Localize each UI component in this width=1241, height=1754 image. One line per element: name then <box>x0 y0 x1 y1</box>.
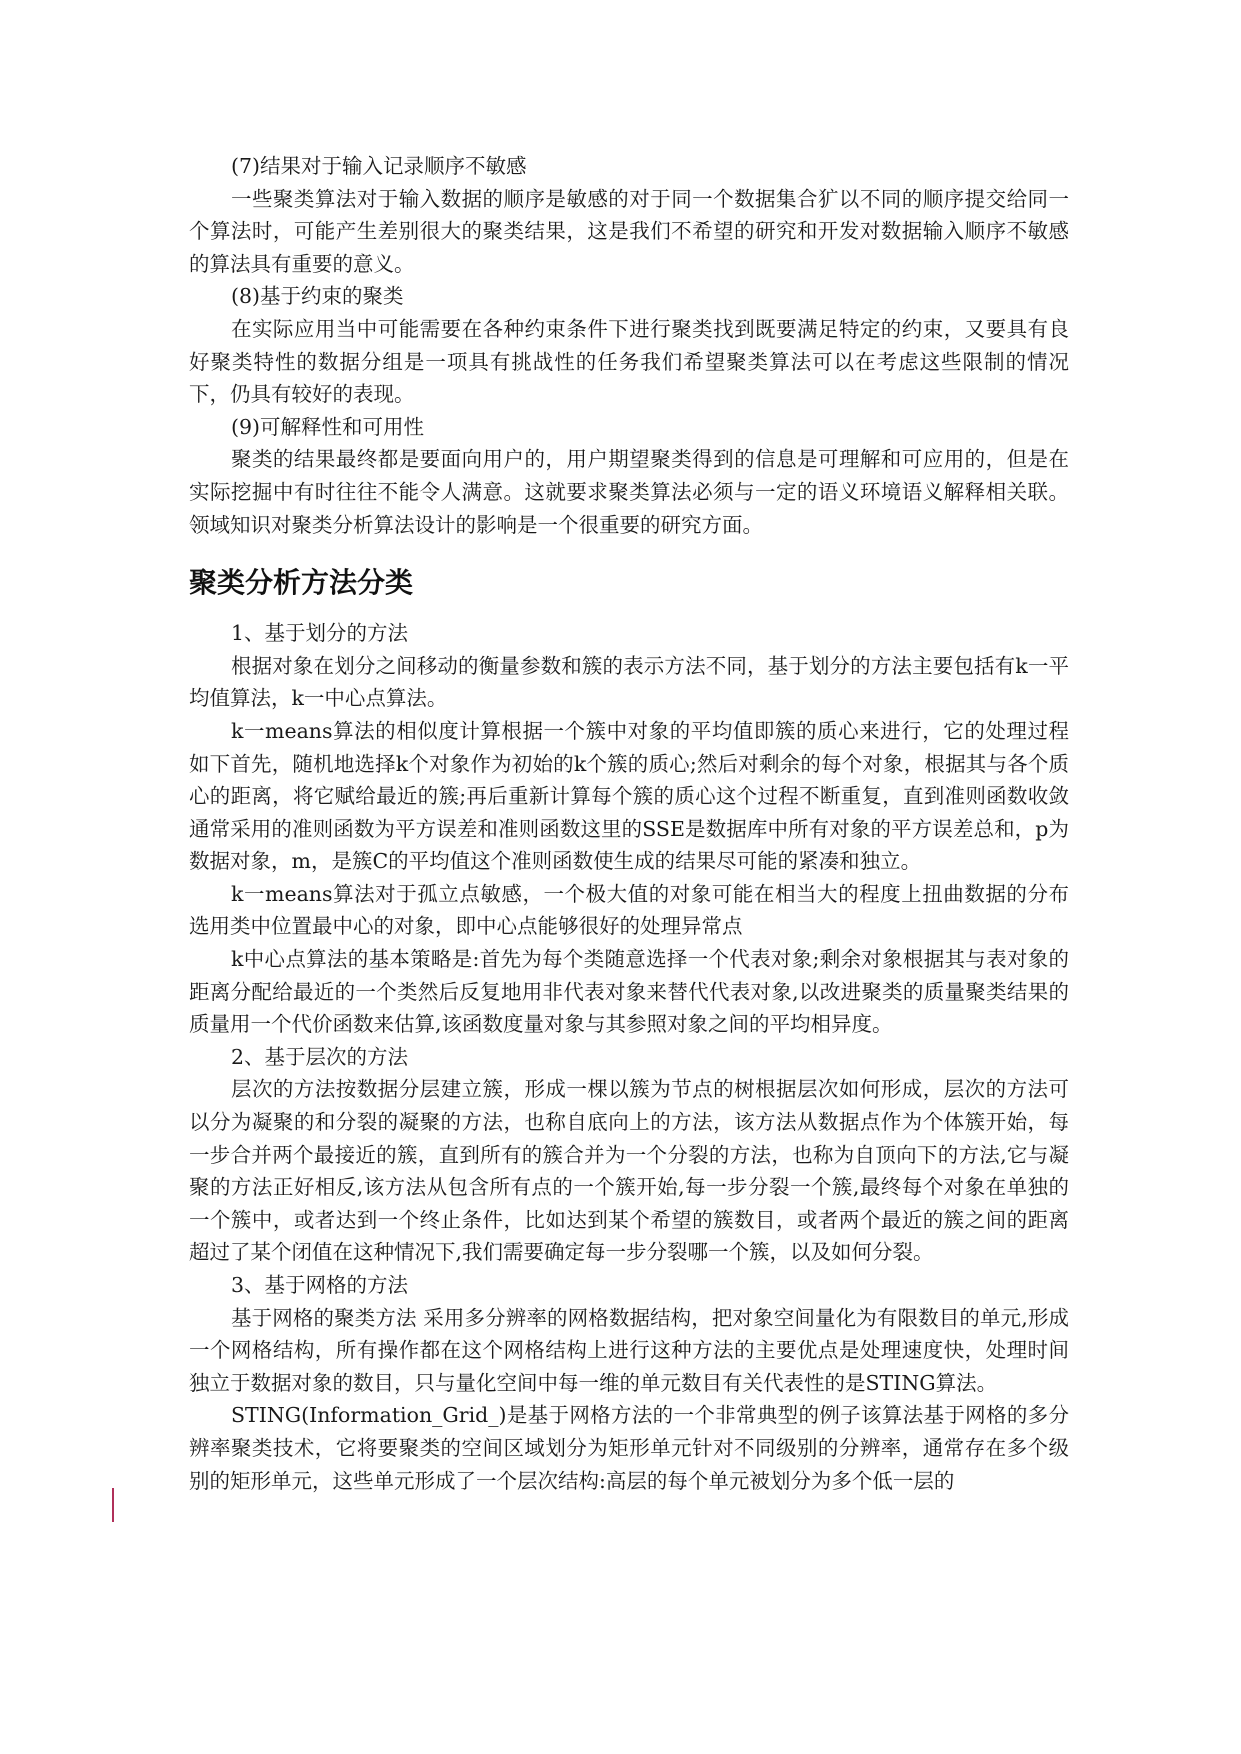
subsection-title-9: (9)可解释性和可用性 <box>231 414 425 439</box>
paragraph-input-order: 一些聚类算法对于输入数据的顺序是敏感的对于同一个数据集合犷以不同的顺序提交给同一个算法时，可能产生差别很大的聚类结果，这是我们不希望的研究和开发对数据输入顺序不敏感的算法具有重要的意义。 <box>189 186 1069 276</box>
subsection-title-8: (8)基于约束的聚类 <box>231 284 404 309</box>
paragraph-grid-method: 基于网格的聚类方法 采用多分辨率的网格数据结构，把对象空间量化为有限数目的单元,形成一个网格结构，所有操作都在这个网格结构上进行这种方法的主要优点是处理速度快，处理时间独立于数据对象的数目，只与量化空间中每一维的单元数目有关代表性的是STING算法。 <box>189 1305 1069 1395</box>
paragraph-kmeans-process: k一means算法的相似度计算根据一个簇中对象的平均值即簇的质心来进行，它的处理过程如下首先，随机地选择k个对象作为初始的k个簇的质心;然后对剩余的每个对象，根据其与各个质心的距离，将它赋给最近的簇;再后重新计算每个簇的质心这个过程不断重复，直到准则函数收敛通常采用的准则函数为平方误差和准则函数这里的SSE是数据库中所有对象的平方误差总和，p为数据对象，m，是簇C的平均值这个准则函数使生成的结果尽可能的紧凑和独立。 <box>189 718 1069 874</box>
subsection-title-7: (7)结果对于输入记录顺序不敏感 <box>231 154 527 178</box>
method-title-hierarchical: 2、基于层次的方法 <box>231 1044 409 1069</box>
paragraph-constraint-clustering: 在实际应用当中可能需要在各种约束条件下进行聚类找到既要满足特定的约束，又要具有良好聚类特性的数据分组是一项具有挑战性的任务我们希望聚类算法可以在考虑这些限制的情况下，仍具有较好的表现。 <box>189 316 1069 407</box>
paragraph-kmedoids: k中心点算法的基本策略是:首先为每个类随意选择一个代表对象;剩余对象根据其与表对象的距离分配给最近的一个类然后反复地用非代表对象来替代代表对象,以改进聚类的质量聚类结果的质量用一个代价函数来估算,该函数度量对象与其参照对象之间的平均相异度。 <box>189 947 1069 1037</box>
paragraph-sting: STING(Information_Grid_)是基于网格方法的一个非常典型的例子该算法基于网格的多分辨率聚类技术，它将要聚类的空间区域划分为矩形单元针对不同级别的分辨率，通常存在多个级别的矩形单元，这些单元形成了一个层次结构:高层的每个单元被划分为多个低一层的 <box>189 1403 1069 1493</box>
section-heading: 聚类分析方法分类 <box>189 566 414 600</box>
paragraph-kmeans-outliers: k一means算法对于孤立点敏感，一个极大值的对象可能在相当大的程度上扭曲数据的分布选用类中位置最中心的对象，即中心点能够很好的处理异常点 <box>189 881 1069 939</box>
paragraph-hierarchical: 层次的方法按数据分层建立簇，形成一棵以簇为节点的树根据层次如何形成，层次的方法可以分为凝聚的和分裂的凝聚的方法，也称自底向上的方法，该方法从数据点作为个体簇开始，每一步合并两个最接近的簇，直到所有的簇合并为一个分裂的方法，也称为自顶向下的方法,它与凝聚的方法正好相反,该方法从包含所有点的一个簇开始,每一步分裂一个簇,最终每个对象在单独的一个簇中，或者达到一个终止条件，比如达到某个希望的簇数目，或者两个最近的簇之间的距离超过了某个闭值在这种情况下,我们需要确定每一步分裂哪一个簇，以及如何分裂。 <box>189 1077 1069 1265</box>
method-title-partition: 1、基于划分的方法 <box>231 621 409 646</box>
method-title-grid: 3、基于网格的方法 <box>231 1273 409 1297</box>
paragraph-partition-intro: 根据对象在划分之间移动的衡量参数和簇的表示方法不同，基于划分的方法主要包括有k一平均值算法，k一中心点算法。 <box>189 653 1069 711</box>
revision-change-bar <box>112 1488 114 1522</box>
paragraph-interpretability: 聚类的结果最终都是要面向用户的，用户期望聚类得到的信息是可理解和可应用的，但是在实际挖掘中有时往往不能令人满意。这就要求聚类算法必须与一定的语义环境语义解释相关联。领域知识对聚类分析算法设计的影响是一个很重要的研究方面。 <box>189 447 1069 537</box>
document-page <box>189 150 1069 1497</box>
